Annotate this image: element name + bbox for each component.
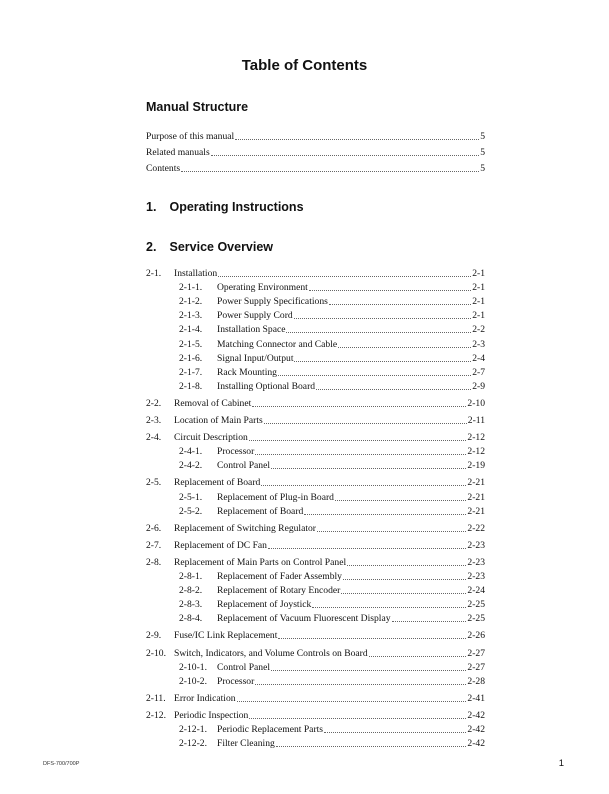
toc-entry-number: 2-1-6. (179, 352, 203, 364)
toc-entry (179, 367, 485, 379)
toc-entry-number: 2-12-1. (179, 724, 207, 735)
toc-entry-page: 5 (480, 163, 485, 174)
toc-entry-number: 2-1. (146, 268, 162, 279)
toc-entry-page: 5 (480, 131, 485, 142)
toc-entry-page: 2-19 (467, 460, 485, 472)
chapter-1-heading (146, 200, 304, 214)
toc-entry (146, 710, 485, 722)
toc-entry (179, 310, 485, 322)
toc-entry-label: Control Panel (217, 661, 271, 673)
toc-entry-number: 2-1-4. (179, 324, 203, 336)
toc-entry-label: Replacement of Main Parts on Control Panel (174, 556, 347, 568)
dot-leader (347, 557, 466, 566)
toc-entry-number: 2-4-2. (179, 460, 203, 472)
footer-model: DFS-700/700P (43, 761, 80, 767)
toc-entry-purpose (146, 131, 485, 143)
toc-entry-label: Replacement of DC Fan (174, 539, 267, 551)
toc-entry-page: 2-42 (467, 709, 485, 721)
toc-entry (179, 296, 485, 308)
dot-leader (211, 147, 480, 156)
toc-entry-label: Replacement of Board (217, 505, 304, 517)
toc-entry-number: 2-10-2. (179, 675, 207, 687)
toc-entry (179, 339, 485, 351)
dot-leader (343, 571, 466, 580)
toc-entry (146, 693, 485, 705)
toc-entry-number: 2-8-1. (179, 571, 203, 582)
toc-entry (146, 432, 485, 444)
dot-leader (271, 662, 466, 671)
dot-leader (249, 432, 467, 441)
toc-entry-page: 2-12 (467, 446, 485, 458)
toc-entry-page: 2-11 (467, 415, 485, 426)
dot-leader (335, 492, 466, 501)
toc-entry-number: 2-10. (146, 647, 166, 659)
toc-entry-label: Purpose of this manual (146, 131, 235, 142)
toc-entry-page: 2-21 (467, 477, 485, 489)
toc-entry-label: Fuse/IC Link Replacement (174, 630, 278, 642)
toc-entry-page: 2-22 (467, 522, 485, 534)
dot-leader (237, 693, 467, 702)
toc-entry (179, 353, 485, 365)
dot-leader (341, 585, 466, 594)
toc-entry-number: 2-4. (146, 432, 162, 444)
toc-entry-number: 2-8-4. (179, 613, 203, 625)
toc-entry-number: 2-1-7. (179, 366, 203, 378)
dot-leader (276, 738, 467, 747)
toc-entry-page: 2-21 (467, 491, 485, 503)
toc-entry-number: 2-6. (146, 522, 162, 534)
dot-leader (255, 676, 466, 685)
toc-entry-page: 2-23 (467, 539, 485, 551)
dot-leader (264, 415, 467, 424)
dot-leader (181, 163, 479, 172)
toc-entry-number: 2-1-3. (179, 310, 203, 322)
dot-leader (369, 648, 467, 657)
toc-entry-label: Replacement of Fader Assembly (217, 571, 342, 582)
toc-entry (179, 738, 485, 750)
toc-entry-page: 2-3 (472, 338, 485, 350)
toc-entry-contents (146, 163, 485, 175)
toc-entry-label: Matching Connector and Cable (217, 338, 338, 350)
toc-entry (146, 268, 485, 280)
toc-entry-number: 2-8. (146, 556, 162, 568)
toc-entry-page: 2-10 (467, 397, 485, 409)
dot-leader (278, 367, 471, 376)
toc-entry-page: 2-1 (472, 268, 485, 279)
chapter-title: Operating Instructions (169, 200, 304, 214)
toc-entry-label: Processor (217, 675, 255, 687)
toc-entry-page: 2-25 (467, 613, 485, 625)
dot-leader (252, 398, 466, 407)
toc-entry-number: 2-5-2. (179, 505, 203, 517)
toc-entry-page: 2-23 (467, 556, 485, 568)
toc-entry (179, 585, 485, 597)
toc-entry (179, 571, 485, 583)
toc-entry (179, 724, 485, 736)
toc-entry-number: 2-12. (146, 709, 166, 721)
toc-entry-label: Replacement of Board (174, 477, 261, 489)
toc-entry-page: 2-7 (472, 366, 485, 378)
toc-entry-label: Power Supply Specifications (217, 296, 328, 308)
toc-entry (179, 492, 485, 504)
dot-leader (271, 460, 466, 469)
chapter-title: Service Overview (169, 240, 274, 254)
toc-entry-page: 2-25 (467, 599, 485, 611)
toc-entry-label: Replacement of Switching Regulator (174, 522, 317, 534)
manual-structure-heading: Manual Structure (146, 100, 249, 114)
toc-entry-page: 2-27 (467, 661, 485, 673)
toc-entry-number: 2-8-3. (179, 599, 203, 611)
toc-entry (179, 662, 485, 674)
toc-entry-label: Installing Optional Board (217, 380, 316, 392)
toc-entry-page: 2-2 (472, 324, 485, 336)
toc-entry-label: Rack Mounting (217, 366, 277, 378)
toc-entry (146, 415, 485, 427)
toc-entry-label: Location of Main Parts (174, 415, 263, 426)
dot-leader (324, 724, 466, 733)
dot-leader (312, 599, 466, 608)
toc-entry-label: Periodic Replacement Parts (217, 724, 324, 735)
toc-entry-number: 2-1-8. (179, 380, 203, 392)
toc-entry (179, 381, 485, 393)
toc-entry (179, 324, 485, 336)
toc-entry (179, 460, 485, 472)
toc-entry-number: 2-5-1. (179, 491, 203, 503)
toc-entry-number: 2-11. (146, 692, 166, 704)
dot-leader (317, 523, 466, 532)
toc-entry-page: 2-4 (472, 352, 485, 364)
toc-entry-page: 2-23 (467, 571, 485, 582)
chapter-number: 2. (146, 240, 157, 254)
toc-entry-page: 2-27 (467, 647, 485, 659)
dot-leader (309, 282, 471, 291)
toc-entry (179, 282, 485, 294)
toc-entry (179, 506, 485, 518)
toc-entry-number: 2-4-1. (179, 446, 203, 458)
dot-leader (278, 630, 466, 639)
dot-leader (286, 324, 471, 333)
dot-leader (329, 296, 471, 305)
toc-entry-number: 2-12-2. (179, 738, 207, 750)
toc-entry-number: 2-7. (146, 539, 162, 551)
toc-entry-page: 2-21 (467, 505, 485, 517)
chapter-number: 1. (146, 200, 157, 214)
toc-entry-number: 2-9. (146, 630, 162, 642)
toc-entry-label: Removal of Cabinet (174, 397, 252, 409)
dot-leader (294, 310, 472, 319)
dot-leader (249, 710, 466, 719)
toc-entry-page: 2-41 (467, 692, 485, 704)
toc-entry-label: Periodic Inspection (174, 709, 249, 721)
toc-entry (146, 630, 485, 642)
toc-entry-number: 2-5. (146, 477, 162, 489)
toc-entry (146, 557, 485, 569)
toc-entry-page: 2-1 (472, 296, 485, 308)
toc-entry-page: 2-42 (467, 724, 485, 735)
toc-entry-label: Processor (217, 446, 255, 458)
toc-entry-page: 2-9 (472, 380, 485, 392)
toc-entry-label: Circuit Description (174, 432, 248, 444)
toc-entry-page: 2-1 (472, 282, 485, 294)
chapter-2-heading (146, 240, 273, 254)
toc-entry (146, 523, 485, 535)
toc-entry-label: Installation Space (217, 324, 286, 336)
dot-leader (316, 381, 471, 390)
toc-entry (146, 398, 485, 410)
toc-entry-label: Power Supply Cord (217, 310, 293, 322)
toc-entry-number: 2-1-2. (179, 296, 203, 308)
footer-page-number: 1 (558, 758, 564, 769)
toc-entry (146, 477, 485, 489)
toc-entry-number: 2-1-5. (179, 338, 203, 350)
toc-entry (179, 599, 485, 611)
dot-leader (235, 131, 479, 140)
toc-entry (146, 648, 485, 660)
dot-leader (261, 477, 466, 486)
toc-entry (179, 446, 485, 458)
dot-leader (294, 353, 471, 362)
page-title: Table of Contents (241, 57, 368, 74)
toc-entry (146, 540, 485, 552)
dot-leader (392, 613, 467, 622)
toc-entry-label: Filter Cleaning (217, 738, 275, 750)
toc-entry-page: 2-1 (472, 310, 485, 322)
toc-entry-label: Contents (146, 163, 181, 174)
toc-entry-number: 2-10-1. (179, 661, 207, 673)
dot-leader (255, 446, 466, 455)
toc-entry-label: Replacement of Plug-in Board (217, 491, 334, 503)
toc-entry-page: 2-28 (467, 675, 485, 687)
toc-entry-page: 2-26 (467, 630, 485, 642)
toc-entry (179, 676, 485, 688)
toc-entry-page: 2-12 (467, 432, 485, 444)
dot-leader (218, 268, 471, 277)
toc-entry-label: Replacement of Joystick (217, 599, 312, 611)
toc-entry-label: Installation (174, 268, 218, 279)
toc-entry-related-manuals (146, 147, 485, 159)
toc-entry-page: 2-24 (467, 585, 485, 597)
toc-entry-label: Replacement of Vacuum Fluorescent Display (217, 613, 391, 625)
toc-entry-page: 5 (480, 147, 485, 158)
toc-entry-page: 2-42 (467, 738, 485, 750)
toc-entry-number: 2-3. (146, 415, 162, 426)
toc-entry-label: Signal Input/Output (217, 352, 294, 364)
dot-leader (304, 506, 466, 515)
toc-entry-label: Operating Environment (217, 282, 308, 294)
toc-entry (179, 613, 485, 625)
toc-entry-label: Error Indication (174, 692, 236, 704)
dot-leader (268, 540, 466, 549)
dot-leader (338, 339, 471, 348)
toc-entry-label: Switch, Indicators, and Volume Controls on Board (174, 647, 368, 659)
toc-entry-label: Replacement of Rotary Encoder (217, 585, 341, 597)
toc-entry-number: 2-1-1. (179, 282, 203, 294)
toc-entry-label: Control Panel (217, 460, 271, 472)
toc-entry-number: 2-8-2. (179, 585, 203, 597)
toc-entry-label: Related manuals (146, 147, 210, 158)
toc-entry-number: 2-2. (146, 397, 162, 409)
